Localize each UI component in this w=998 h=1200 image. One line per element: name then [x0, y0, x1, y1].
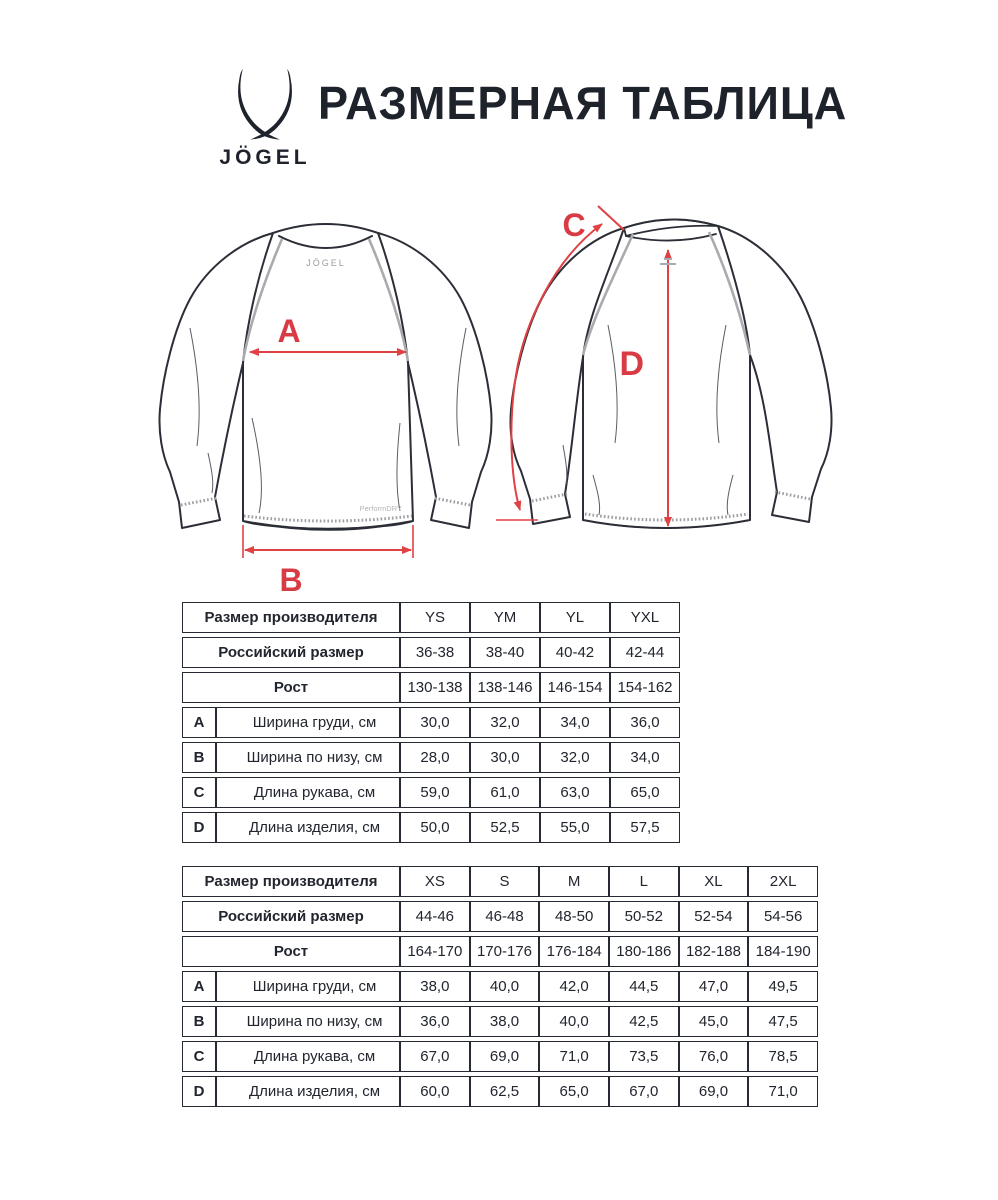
measure-value-cell: 44,5 — [609, 971, 679, 1002]
measure-value-cell: 28,0 — [400, 742, 470, 773]
measure-value-cell: 32,0 — [540, 742, 610, 773]
measure-letter-cell: C — [182, 1041, 216, 1072]
row-group-label: Размер производителя — [182, 866, 400, 897]
measure-letter-cell: B — [182, 1006, 216, 1037]
header-row — [182, 637, 680, 668]
size-value-cell: S — [470, 866, 540, 897]
size-value-cell: 50-52 — [609, 901, 679, 932]
measure-name-cell: Длина рукава, см — [216, 1041, 400, 1072]
measure-value-cell: 40,0 — [470, 971, 540, 1002]
size-value-cell: YS — [400, 602, 470, 633]
measure-value-cell: 36,0 — [610, 707, 680, 738]
measure-row — [182, 742, 680, 773]
size-value-cell: 182-188 — [679, 936, 749, 967]
measure-value-cell: 34,0 — [540, 707, 610, 738]
measure-value-cell: 78,5 — [748, 1041, 818, 1072]
measure-value-cell: 30,0 — [470, 742, 540, 773]
measure-b-arrow — [243, 525, 413, 598]
size-value-cell: YM — [470, 602, 540, 633]
measure-value-cell: 69,0 — [470, 1041, 540, 1072]
row-group-label: Рост — [182, 672, 400, 703]
measure-value-cell: 57,5 — [610, 812, 680, 843]
measure-name-cell: Ширина по низу, см — [216, 742, 400, 773]
measure-value-cell: 55,0 — [540, 812, 610, 843]
measure-c-label: C — [562, 207, 586, 243]
back-outline — [510, 219, 831, 528]
page-title: РАЗМЕРНАЯ ТАБЛИЦА — [318, 77, 848, 129]
size-value-cell: 40-42 — [540, 637, 610, 668]
measure-value-cell: 62,5 — [470, 1076, 540, 1107]
measure-letter-cell: A — [182, 707, 216, 738]
front-hem-brand-text: PerformDRY — [359, 504, 402, 513]
size-value-cell: 48-50 — [539, 901, 609, 932]
measure-value-cell: 38,0 — [470, 1006, 540, 1037]
measure-row — [182, 971, 818, 1002]
size-value-cell: 164-170 — [400, 936, 470, 967]
measure-value-cell: 71,0 — [539, 1041, 609, 1072]
measure-b-label: B — [279, 562, 303, 598]
size-value-cell: 54-56 — [748, 901, 818, 932]
measure-value-cell: 47,5 — [748, 1006, 818, 1037]
measure-value-cell: 63,0 — [540, 777, 610, 808]
size-value-cell: YL — [540, 602, 610, 633]
measure-letter-cell: C — [182, 777, 216, 808]
size-value-cell: 180-186 — [609, 936, 679, 967]
header-row — [182, 866, 818, 897]
jogel-logo-mark-icon — [232, 68, 298, 142]
measure-value-cell: 30,0 — [400, 707, 470, 738]
row-group-label: Размер производителя — [182, 602, 400, 633]
header-row — [182, 936, 818, 967]
measure-row — [182, 707, 680, 738]
size-value-cell: 170-176 — [470, 936, 540, 967]
measure-value-cell: 65,0 — [539, 1076, 609, 1107]
measure-value-cell: 60,0 — [400, 1076, 470, 1107]
measure-value-cell: 45,0 — [679, 1006, 749, 1037]
measure-value-cell: 32,0 — [470, 707, 540, 738]
header-row — [182, 672, 680, 703]
size-value-cell: 42-44 — [610, 637, 680, 668]
measure-value-cell: 34,0 — [610, 742, 680, 773]
measure-value-cell: 61,0 — [470, 777, 540, 808]
size-value-cell: 154-162 — [610, 672, 680, 703]
measure-letter-cell: D — [182, 1076, 216, 1107]
measure-d-label: D — [619, 345, 644, 383]
measure-name-cell: Длина изделия, см — [216, 812, 400, 843]
size-value-cell: YXL — [610, 602, 680, 633]
measure-name-cell: Ширина груди, см — [216, 707, 400, 738]
measure-row — [182, 1076, 818, 1107]
header-row — [182, 602, 680, 633]
size-value-cell: 44-46 — [400, 901, 470, 932]
measure-value-cell: 50,0 — [400, 812, 470, 843]
measure-value-cell: 47,0 — [679, 971, 749, 1002]
measure-value-cell: 73,5 — [609, 1041, 679, 1072]
measure-row — [182, 1006, 818, 1037]
measure-value-cell: 69,0 — [679, 1076, 749, 1107]
measure-value-cell: 59,0 — [400, 777, 470, 808]
size-value-cell: 176-184 — [539, 936, 609, 967]
garment-front-diagram — [148, 203, 508, 598]
measure-name-cell: Длина изделия, см — [216, 1076, 400, 1107]
size-value-cell: 2XL — [748, 866, 818, 897]
size-value-cell: 36-38 — [400, 637, 470, 668]
brand-logo — [210, 68, 320, 170]
size-table-youth — [182, 598, 680, 847]
measure-row — [182, 777, 680, 808]
size-table-adult — [182, 862, 818, 1111]
size-value-cell: L — [609, 866, 679, 897]
size-value-cell: 184-190 — [748, 936, 818, 967]
measure-name-cell: Ширина по низу, см — [216, 1006, 400, 1037]
row-group-label: Рост — [182, 936, 400, 967]
measure-value-cell: 49,5 — [748, 971, 818, 1002]
measure-name-cell: Ширина груди, см — [216, 971, 400, 1002]
measure-row — [182, 812, 680, 843]
size-value-cell: 130-138 — [400, 672, 470, 703]
header-row — [182, 901, 818, 932]
measure-name-cell: Длина рукава, см — [216, 777, 400, 808]
size-value-cell: 52-54 — [679, 901, 749, 932]
measure-value-cell: 40,0 — [539, 1006, 609, 1037]
size-value-cell: 146-154 — [540, 672, 610, 703]
measure-value-cell: 67,0 — [400, 1041, 470, 1072]
size-value-cell: 38-40 — [470, 637, 540, 668]
row-group-label: Российский размер — [182, 901, 400, 932]
measure-a-label: A — [277, 313, 301, 349]
size-value-cell: M — [539, 866, 609, 897]
measure-value-cell: 42,5 — [609, 1006, 679, 1037]
front-outline — [159, 224, 491, 530]
measure-letter-cell: D — [182, 812, 216, 843]
measure-value-cell: 42,0 — [539, 971, 609, 1002]
measure-value-cell: 52,5 — [470, 812, 540, 843]
measure-value-cell: 76,0 — [679, 1041, 749, 1072]
measure-value-cell: 67,0 — [609, 1076, 679, 1107]
size-value-cell: 46-48 — [470, 901, 540, 932]
measure-value-cell: 36,0 — [400, 1006, 470, 1037]
measure-value-cell: 71,0 — [748, 1076, 818, 1107]
row-group-label: Российский размер — [182, 637, 400, 668]
size-value-cell: XS — [400, 866, 470, 897]
garment-back-diagram — [478, 190, 848, 600]
measure-row — [182, 1041, 818, 1072]
brand-wordmark: JÖGEL — [219, 146, 311, 169]
measure-letter-cell: B — [182, 742, 216, 773]
measure-value-cell: 65,0 — [610, 777, 680, 808]
size-value-cell: XL — [679, 866, 749, 897]
measure-letter-cell: A — [182, 971, 216, 1002]
front-chest-brand-text: JÖGEL — [306, 258, 346, 268]
size-value-cell: 138-146 — [470, 672, 540, 703]
measure-value-cell: 38,0 — [400, 971, 470, 1002]
